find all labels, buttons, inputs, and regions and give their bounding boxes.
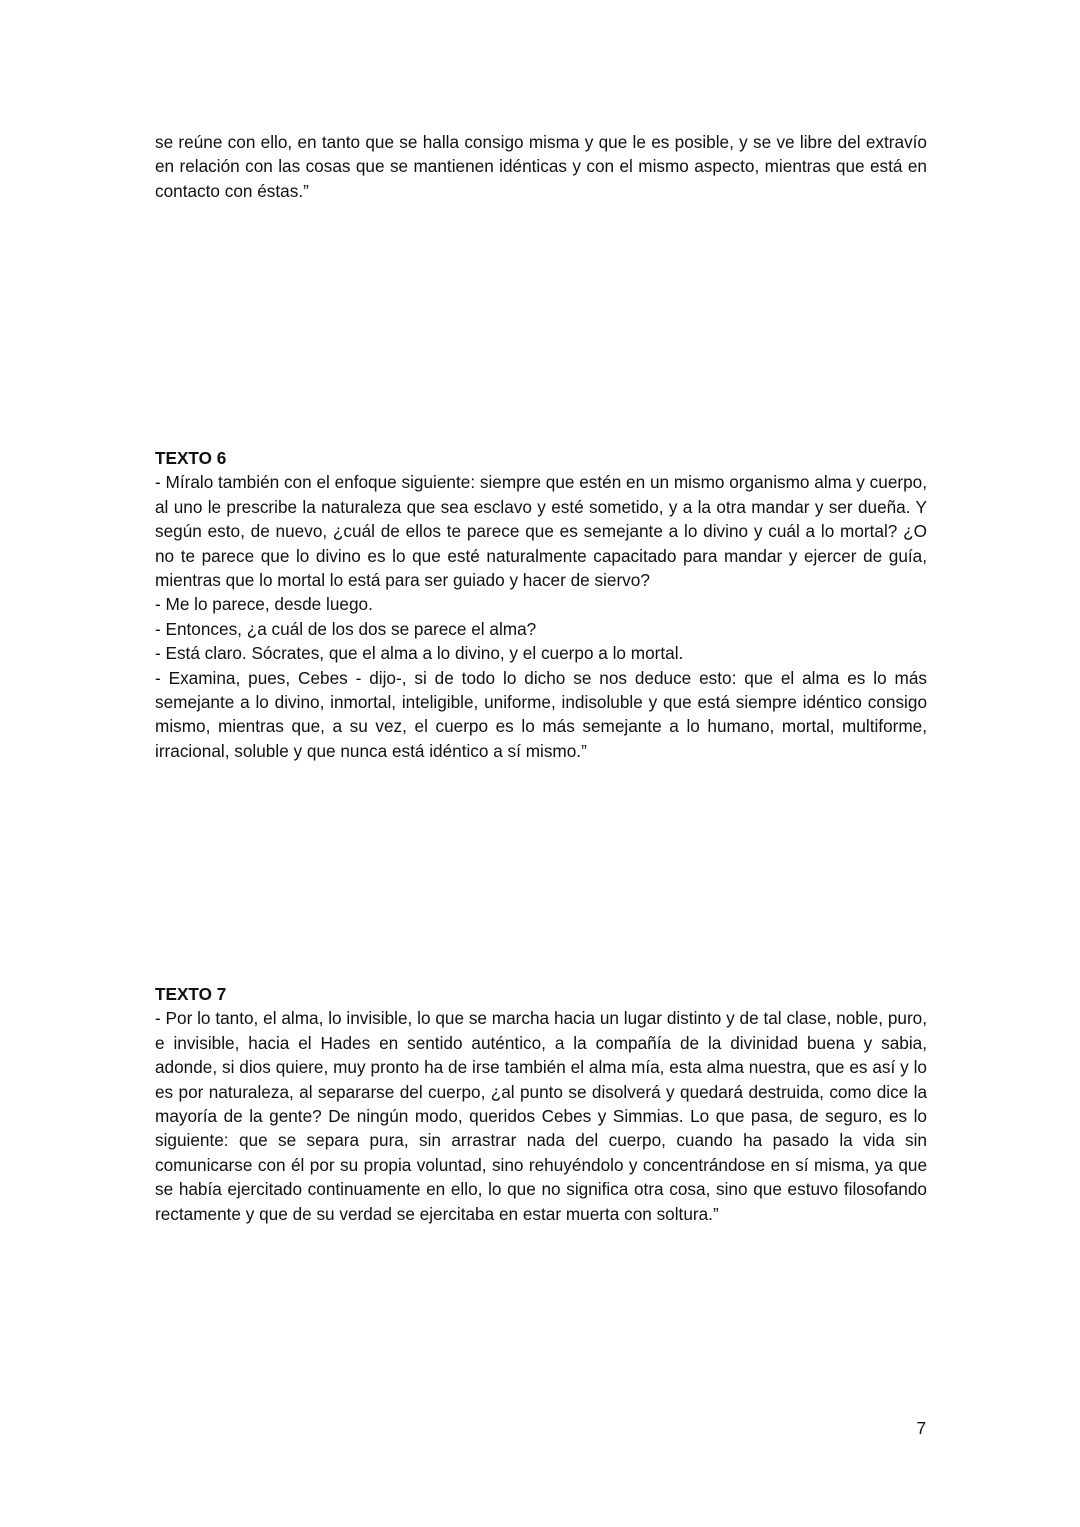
texto-6-section [155,446,927,763]
fragment-paragraph: se reúne con ello, en tanto que se halla consigo misma y que le es posible, y se ve libre del extravío en relación con las cosas que se mantienen idénticas y con el mismo aspecto, mientras que está en contacto con éstas.” [155,132,927,201]
page-number: 7 [916,1418,926,1438]
texto-7-section [155,982,927,1226]
text-fragment-continuation [155,130,927,203]
texto-6-paragraph-3: - Entonces, ¿a cuál de los dos se parece el alma? [155,618,537,639]
texto-6-paragraph-4: - Está claro. Sócrates, que el alma a lo divino, y el cuerpo a lo mortal. [155,643,684,664]
texto-7-paragraph-1: - Por lo tanto, el alma, lo invisible, lo que se marcha hacia un lugar distinto y de tal clase, noble, puro, e invisible, hacia el Hades en sentido auténtico, a la compañía de la divinidad buena y sabia, adonde, si dios quiere, muy pronto ha de irse también el alma mía, esta alma nuestra, que es así y lo es por naturaleza, al separarse del cuerpo, ¿al punto se disolverá y quedará destruida, como dice la mayoría de la gente? De ningún modo, queridos Cebes y Simmias. Lo que pasa, de seguro, es lo siguiente: que se separa pura, sin arrastrar nada del cuerpo, cuando ha pasado la vida sin comunicarse con él por su propia voluntad, sino rehuyéndolo y concentrándose en sí misma, ya que se había ejercitado continuamente en ello, lo que no significa otra cosa, sino que estuvo filosofando rectamente y que de su verdad se ejercitaba en estar muerta con soltura.” [155,1008,927,1224]
texto-6-paragraph-1: - Míralo también con el enfoque siguiente: siempre que estén en un mismo organismo alma y cuerpo, al uno le prescribe la naturaleza que sea esclavo y esté sometido, y a la otra mandar y ser dueña. Y según esto, de nuevo, ¿cuál de ellos te parece que es semejante a lo divino y cuál a lo mortal? ¿O no te parece que lo divino es lo que esté naturalmente capacitado para mandar y ejercer de guía, mientras que lo mortal lo está para ser guiado y hacer de siervo? [155,472,927,591]
texto-6-heading: TEXTO 6 [155,448,227,468]
texto-6-paragraph-2: - Me lo parece, desde luego. [155,594,373,615]
texto-6-paragraph-5: - Examina, pues, Cebes - dijo-, si de todo lo dicho se nos deduce esto: que el alma es lo más semejante a lo divino, inmortal, inteligible, uniforme, indisoluble y que está siempre idéntico consigo mismo, mientras que, a su vez, el cuerpo es lo más semejante a lo humano, mortal, multiforme, irracional, soluble y que nunca está idéntico a sí mismo.” [155,667,927,761]
texto-7-heading: TEXTO 7 [155,984,227,1004]
